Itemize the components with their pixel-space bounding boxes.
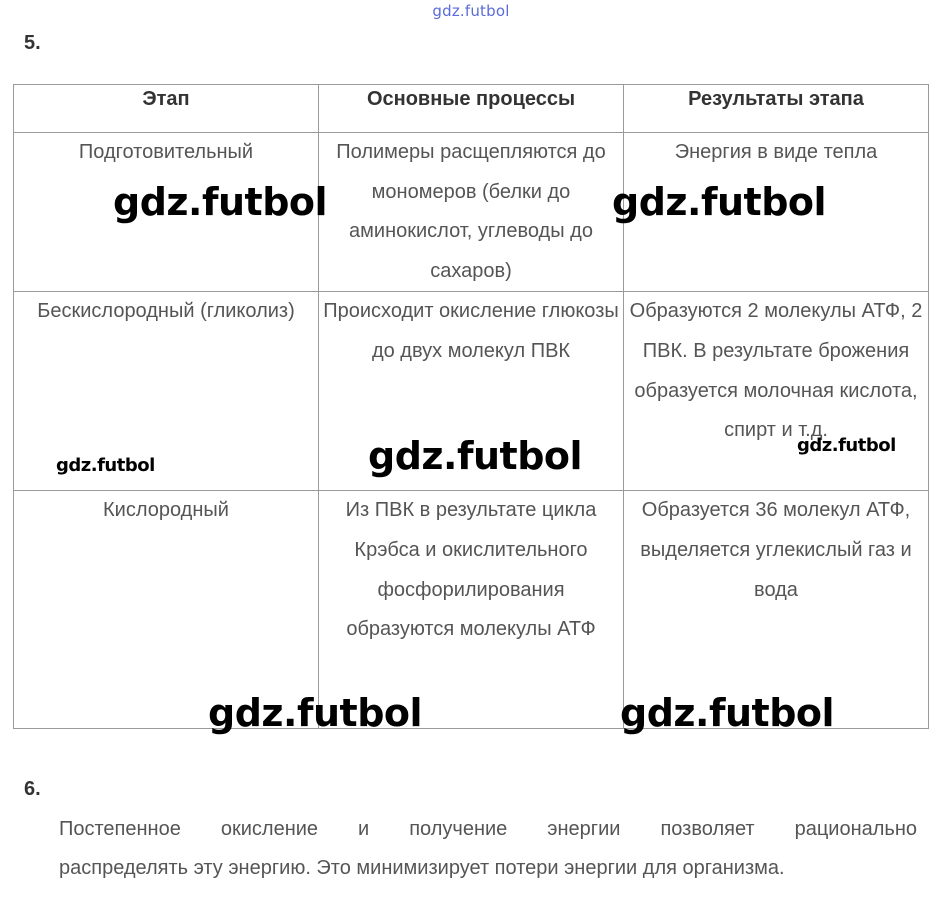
cell-stage: Кислородный bbox=[14, 491, 319, 729]
task-number-5: 5. bbox=[24, 32, 41, 54]
watermark: gdz.futbol bbox=[56, 455, 155, 476]
cell-results: Образуется 36 молекул АТФ, выделяется углекислый газ и вода bbox=[624, 491, 929, 729]
task6-answer-line-2: распределять эту энергию. Это минимизирует потери энергии для организма. bbox=[59, 857, 785, 879]
cell-results: Образуются 2 молекулы АТФ, 2 ПВК. В результате брожения образуется молочная кислота, спирт и т.д. bbox=[624, 292, 929, 491]
cell-stage: Бескислородный (гликолиз) bbox=[14, 292, 319, 491]
task6-answer bbox=[59, 810, 917, 888]
cell-processes: Из ПВК в результате цикла Крэбса и окислительного фосфорилирования образуются молекулы АТФ bbox=[319, 491, 624, 729]
header-stage: Этап bbox=[14, 85, 319, 133]
watermark: gdz.futbol bbox=[797, 435, 896, 456]
task-number-6: 6. bbox=[24, 778, 41, 800]
watermark: gdz.futbol bbox=[113, 180, 328, 224]
cell-processes: Происходит окисление глюкозы до двух молекул ПВК bbox=[319, 292, 624, 491]
header-results: Результаты этапа bbox=[624, 85, 929, 133]
table-header-row bbox=[14, 85, 929, 133]
site-watermark-link[interactable]: gdz.futbol bbox=[432, 2, 510, 20]
cell-results: Энергия в виде тепла bbox=[624, 133, 929, 292]
cell-processes: Полимеры расщепляются до мономеров (белки до аминокислот, углеводы до сахаров) bbox=[319, 133, 624, 292]
header-processes: Основные процессы bbox=[319, 85, 624, 133]
task6-answer-line-1: Постепенное окисление и получение энергии позволяет рационально bbox=[59, 818, 917, 840]
cell-stage: Подготовительный bbox=[14, 133, 319, 292]
watermark: gdz.futbol bbox=[620, 691, 835, 735]
watermark: gdz.futbol bbox=[368, 434, 583, 478]
watermark: gdz.futbol bbox=[208, 691, 423, 735]
watermark: gdz.futbol bbox=[612, 180, 827, 224]
